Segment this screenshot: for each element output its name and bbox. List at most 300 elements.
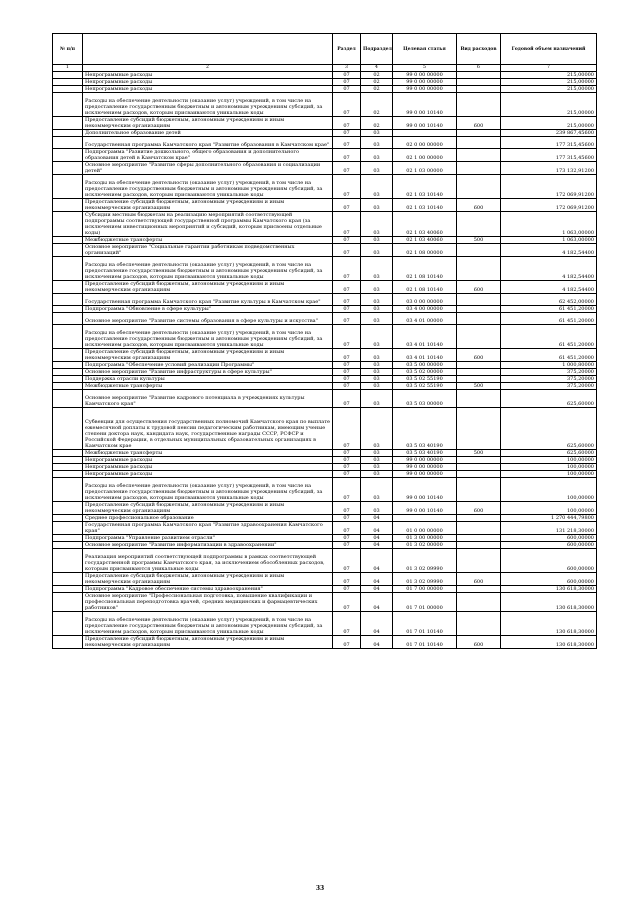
cell-subsection: 04 xyxy=(361,515,393,522)
table-row xyxy=(53,117,597,130)
cell-target-item: 01 3 02 09990 xyxy=(393,549,457,573)
cell-section: 07 xyxy=(333,593,361,612)
table-row xyxy=(53,362,597,369)
cell-expense-type: 500 xyxy=(457,383,501,390)
cell-subsection: 02 xyxy=(361,93,393,117)
cell-amount: 177 315,45600 xyxy=(501,137,597,149)
cell-expense-type: 600 xyxy=(457,281,501,294)
table-row xyxy=(53,199,597,212)
cell-amount: 4 182,54400 xyxy=(501,257,597,281)
cell-name: Расходы на обеспечение деятельности (оказание услуг) учреждений, в том числе на предоставление государственным бюджетным и автономным учреждениям субсидий, за исключением расходов, которым присваиваются уникальные коды xyxy=(83,93,333,117)
cell-section: 07 xyxy=(333,383,361,390)
cell-expense-type: 600 xyxy=(457,636,501,649)
cell-section: 07 xyxy=(333,257,361,281)
column-index: 5 xyxy=(393,65,457,72)
cell-section: 07 xyxy=(333,349,361,362)
cell-section: 07 xyxy=(333,542,361,549)
cell-target-item xyxy=(393,515,457,522)
cell-amount: 130 618,30000 xyxy=(501,593,597,612)
table-row xyxy=(53,212,597,237)
cell-subsection: 03 xyxy=(361,237,393,244)
cell-number xyxy=(53,586,83,593)
cell-name: Дополнительное образование детей xyxy=(83,130,333,137)
cell-name: Реализация мероприятий соответствующей подпрограммы в рамках соответствующей государственной программы Камчатского края, за исключением обособленных расходов, которым присваиваются уникальные коды xyxy=(83,549,333,573)
cell-subsection: 03 xyxy=(361,362,393,369)
cell-amount: 100,00000 xyxy=(501,471,597,478)
cell-amount: 625,60000 xyxy=(501,450,597,457)
cell-target-item xyxy=(393,130,457,137)
cell-target-item: 01 7 01 10140 xyxy=(393,636,457,649)
cell-subsection: 03 xyxy=(361,471,393,478)
header-name xyxy=(83,34,333,65)
table-row xyxy=(53,408,597,450)
cell-number xyxy=(53,522,83,535)
cell-target-item: 02 1 08 10140 xyxy=(393,281,457,294)
cell-expense-type xyxy=(457,535,501,542)
cell-number xyxy=(53,93,83,117)
cell-amount: 215,00000 xyxy=(501,86,597,93)
cell-name: Подпрограмма "Развитие дошкольного, общего образования и дополнительного образования детей в Камчатском крае" xyxy=(83,149,333,162)
cell-subsection: 03 xyxy=(361,390,393,408)
table-row xyxy=(53,502,597,515)
cell-expense-type xyxy=(457,86,501,93)
cell-name: Субсидии местным бюджетам на реализацию мероприятий соответствующей подпрограммы соответствующей государственной программы Камчатского края (за исключением инвестиционных мероприятий и субсидий, которым присвоены отдельные коды) xyxy=(83,212,333,237)
cell-section: 07 xyxy=(333,199,361,212)
cell-number xyxy=(53,257,83,281)
cell-amount: 172 069,91200 xyxy=(501,199,597,212)
cell-name: Подпрограмма "Обеспечение условий реализации Программы" xyxy=(83,362,333,369)
cell-expense-type xyxy=(457,362,501,369)
table-row xyxy=(53,257,597,281)
table-row xyxy=(53,149,597,162)
cell-number xyxy=(53,408,83,450)
cell-amount: 4 182,54400 xyxy=(501,244,597,257)
cell-number xyxy=(53,369,83,376)
table-row xyxy=(53,130,597,137)
cell-name: Расходы на обеспечение деятельности (оказание услуг) учреждений, в том числе на предоставление государственным бюджетным и автономным учреждениям субсидий, за исключением расходов, которым присваиваются уникальные коды xyxy=(83,325,333,349)
cell-target-item: 02 1 00 00000 xyxy=(393,149,457,162)
cell-number xyxy=(53,349,83,362)
cell-subsection: 04 xyxy=(361,636,393,649)
cell-number xyxy=(53,244,83,257)
cell-target-item: 99 0 00 00000 xyxy=(393,457,457,464)
cell-number xyxy=(53,362,83,369)
cell-section: 07 xyxy=(333,522,361,535)
cell-amount: 215,00000 xyxy=(501,93,597,117)
cell-expense-type: 600 xyxy=(457,349,501,362)
cell-amount: 61 451,20000 xyxy=(501,306,597,313)
cell-subsection: 03 xyxy=(361,376,393,383)
cell-target-item: 99 0 00 10140 xyxy=(393,478,457,502)
table-row xyxy=(53,464,597,471)
cell-amount: 375,20000 xyxy=(501,376,597,383)
cell-name: Непрограммные расходы xyxy=(83,86,333,93)
cell-expense-type xyxy=(457,79,501,86)
cell-number xyxy=(53,79,83,86)
table-row xyxy=(53,376,597,383)
cell-subsection: 02 xyxy=(361,117,393,130)
cell-section: 07 xyxy=(333,573,361,586)
cell-name: Основное мероприятие "Развитие системы образования в сфере культуры и искусства" xyxy=(83,313,333,325)
cell-amount: 130 618,30000 xyxy=(501,586,597,593)
cell-target-item: 02 1 03 00000 xyxy=(393,162,457,175)
cell-section: 07 xyxy=(333,535,361,542)
table-row xyxy=(53,478,597,502)
table-row xyxy=(53,137,597,149)
table-row xyxy=(53,515,597,522)
cell-subsection: 03 xyxy=(361,137,393,149)
cell-expense-type xyxy=(457,93,501,117)
table-row xyxy=(53,244,597,257)
cell-target-item: 03 5 03 40190 xyxy=(393,408,457,450)
cell-expense-type xyxy=(457,593,501,612)
cell-expense-type: 600 xyxy=(457,502,501,515)
cell-name: Межбюджетные трансферты xyxy=(83,450,333,457)
cell-target-item: 02 1 08 10140 xyxy=(393,257,457,281)
header-expense-type: Вид расходов xyxy=(457,34,501,65)
cell-number xyxy=(53,313,83,325)
cell-amount: 131 218,30000 xyxy=(501,522,597,535)
cell-number xyxy=(53,306,83,313)
table-row xyxy=(53,162,597,175)
cell-amount: 600,00000 xyxy=(501,549,597,573)
cell-name: Основное мероприятие "Развитие информатизации в здравоохранении" xyxy=(83,542,333,549)
table-row xyxy=(53,383,597,390)
cell-amount: 625,60000 xyxy=(501,408,597,450)
cell-subsection: 03 xyxy=(361,502,393,515)
cell-subsection: 03 xyxy=(361,369,393,376)
column-index: 2 xyxy=(83,65,333,72)
cell-subsection: 03 xyxy=(361,294,393,306)
header-subsection: Подраздел xyxy=(361,34,393,65)
cell-section: 07 xyxy=(333,237,361,244)
cell-expense-type: 500 xyxy=(457,450,501,457)
cell-number xyxy=(53,515,83,522)
cell-section: 07 xyxy=(333,79,361,86)
cell-target-item: 03 5 00 00000 xyxy=(393,362,457,369)
cell-section: 07 xyxy=(333,117,361,130)
cell-amount: 61 451,20000 xyxy=(501,325,597,349)
cell-subsection: 03 xyxy=(361,162,393,175)
cell-expense-type xyxy=(457,244,501,257)
table-row xyxy=(53,450,597,457)
table-row xyxy=(53,390,597,408)
cell-number xyxy=(53,376,83,383)
cell-section: 07 xyxy=(333,464,361,471)
cell-target-item: 03 4 01 10140 xyxy=(393,325,457,349)
table-row xyxy=(53,86,597,93)
header-number: № п/п xyxy=(53,34,83,65)
cell-expense-type xyxy=(457,175,501,199)
table-row xyxy=(53,457,597,464)
cell-expense-type xyxy=(457,162,501,175)
cell-subsection: 02 xyxy=(361,72,393,79)
table-row xyxy=(53,72,597,79)
cell-number xyxy=(53,237,83,244)
cell-expense-type xyxy=(457,522,501,535)
cell-name: Непрограммные расходы xyxy=(83,72,333,79)
cell-expense-type xyxy=(457,542,501,549)
cell-amount: 100,00000 xyxy=(501,457,597,464)
cell-number xyxy=(53,137,83,149)
cell-subsection: 03 xyxy=(361,199,393,212)
cell-amount: 600,00000 xyxy=(501,573,597,586)
cell-section: 07 xyxy=(333,130,361,137)
cell-target-item: 03 4 01 00000 xyxy=(393,313,457,325)
cell-section: 07 xyxy=(333,515,361,522)
cell-expense-type xyxy=(457,464,501,471)
cell-number xyxy=(53,549,83,573)
cell-target-item: 03 5 02 00000 xyxy=(393,369,457,376)
cell-amount: 215,00000 xyxy=(501,72,597,79)
cell-amount: 130 618,30000 xyxy=(501,612,597,636)
cell-section: 07 xyxy=(333,175,361,199)
cell-expense-type xyxy=(457,549,501,573)
cell-subsection: 02 xyxy=(361,86,393,93)
cell-number xyxy=(53,450,83,457)
cell-section: 07 xyxy=(333,471,361,478)
table-row xyxy=(53,237,597,244)
cell-name: Предоставление субсидий бюджетным, автономным учреждениям и иным некоммерческим организациям xyxy=(83,636,333,649)
cell-amount: 4 182,54400 xyxy=(501,281,597,294)
cell-name: Предоставление субсидий бюджетным, автономным учреждениям и иным некоммерческим организациям xyxy=(83,117,333,130)
column-index: 4 xyxy=(361,65,393,72)
table-row xyxy=(53,93,597,117)
cell-amount: 177 315,45600 xyxy=(501,149,597,162)
cell-section: 07 xyxy=(333,72,361,79)
table-row xyxy=(53,175,597,199)
cell-name: Предоставление субсидий бюджетным, автономным учреждениям и иным некоммерческим организациям xyxy=(83,573,333,586)
cell-expense-type xyxy=(457,515,501,522)
cell-target-item: 02 1 03 10140 xyxy=(393,199,457,212)
cell-amount: 1 063,00000 xyxy=(501,212,597,237)
cell-amount: 600,00000 xyxy=(501,535,597,542)
cell-target-item: 99 0 00 00000 xyxy=(393,86,457,93)
cell-name: Расходы на обеспечение деятельности (оказание услуг) учреждений, в том числе на предоставление государственным бюджетным и автономным учреждениям субсидий, за исключением расходов, которым присваиваются уникальные коды xyxy=(83,612,333,636)
table-row xyxy=(53,535,597,542)
cell-expense-type xyxy=(457,130,501,137)
cell-subsection: 03 xyxy=(361,306,393,313)
cell-target-item: 02 1 03 40060 xyxy=(393,212,457,237)
cell-subsection: 04 xyxy=(361,593,393,612)
cell-section: 07 xyxy=(333,376,361,383)
cell-subsection: 04 xyxy=(361,612,393,636)
cell-name: Государственная программа Камчатского края "Развитие образования в Камчатском крае" xyxy=(83,137,333,149)
cell-section: 07 xyxy=(333,244,361,257)
cell-target-item: 99 0 00 10140 xyxy=(393,502,457,515)
cell-target-item: 99 0 00 00000 xyxy=(393,79,457,86)
cell-target-item: 01 3 02 00000 xyxy=(393,542,457,549)
column-index-row xyxy=(53,65,597,72)
cell-name: Основное мероприятие "Развитие сферы дополнительного образования и социализации детей" xyxy=(83,162,333,175)
cell-section: 07 xyxy=(333,212,361,237)
cell-number xyxy=(53,130,83,137)
cell-subsection: 02 xyxy=(361,79,393,86)
cell-amount: 600,00000 xyxy=(501,542,597,549)
cell-number xyxy=(53,612,83,636)
table-row xyxy=(53,612,597,636)
cell-amount: 100,00000 xyxy=(501,478,597,502)
cell-number xyxy=(53,464,83,471)
table-row xyxy=(53,349,597,362)
cell-subsection: 03 xyxy=(361,149,393,162)
cell-number xyxy=(53,383,83,390)
cell-target-item: 02 1 03 40060 xyxy=(393,237,457,244)
table-header-row xyxy=(53,34,597,65)
table-row xyxy=(53,586,597,593)
cell-number xyxy=(53,542,83,549)
cell-number xyxy=(53,72,83,79)
cell-number xyxy=(53,162,83,175)
cell-amount: 215,00000 xyxy=(501,79,597,86)
cell-expense-type xyxy=(457,306,501,313)
cell-target-item: 01 7 01 00000 xyxy=(393,593,457,612)
cell-name: Основное мероприятие "Социальные гарантии работникам подведомственных организаций" xyxy=(83,244,333,257)
cell-name: Межбюджетные трансферты xyxy=(83,383,333,390)
table-row xyxy=(53,325,597,349)
cell-target-item: 99 0 00 00000 xyxy=(393,464,457,471)
cell-target-item: 01 3 02 09990 xyxy=(393,573,457,586)
cell-number xyxy=(53,86,83,93)
cell-number xyxy=(53,325,83,349)
cell-name: Основное мероприятие "Профессиональная подготовка, повышение квалификации и профессиональная переподготовка врачей, средних медицинских и фармацевтических работников" xyxy=(83,593,333,612)
cell-amount: 375,20000 xyxy=(501,383,597,390)
cell-amount: 172 069,91200 xyxy=(501,175,597,199)
cell-number xyxy=(53,636,83,649)
cell-subsection: 03 xyxy=(361,130,393,137)
cell-number xyxy=(53,390,83,408)
cell-target-item: 01 0 00 00000 xyxy=(393,522,457,535)
cell-target-item: 01 3 00 00000 xyxy=(393,535,457,542)
cell-section: 07 xyxy=(333,149,361,162)
cell-name: Субвенции для осуществления государственных полномочий Камчатского края по выплате ежемесячной доплаты к трудовой пенсии педагогическим работникам, имеющим ученые степени доктора наук, кандидата наук, государственные награды СССР, РСФСР и Российской Федерации, в отдельных муниципальных образовательных организациях в Камчатском крае xyxy=(83,408,333,450)
cell-number xyxy=(53,149,83,162)
cell-subsection: 04 xyxy=(361,549,393,573)
cell-number xyxy=(53,199,83,212)
cell-expense-type xyxy=(457,137,501,149)
cell-subsection: 03 xyxy=(361,408,393,450)
cell-amount: 239 867,45600 xyxy=(501,130,597,137)
column-index: 1 xyxy=(53,65,83,72)
cell-subsection: 03 xyxy=(361,212,393,237)
column-index: 3 xyxy=(333,65,361,72)
cell-amount: 173 132,91200 xyxy=(501,162,597,175)
cell-section: 07 xyxy=(333,313,361,325)
cell-expense-type xyxy=(457,325,501,349)
cell-expense-type xyxy=(457,376,501,383)
cell-target-item: 99 0 00 00000 xyxy=(393,72,457,79)
cell-subsection: 04 xyxy=(361,573,393,586)
cell-section: 07 xyxy=(333,450,361,457)
budget-document-page xyxy=(52,33,596,649)
cell-number xyxy=(53,281,83,294)
cell-amount: 1 270 444,79800 xyxy=(501,515,597,522)
cell-expense-type: 600 xyxy=(457,573,501,586)
cell-name: Основное мероприятие "Развитие кадрового потенциала в учреждениях культуры Камчатского края" xyxy=(83,390,333,408)
cell-name: Среднее профессиональное образование xyxy=(83,515,333,522)
cell-amount: 1 063,00000 xyxy=(501,237,597,244)
header-target-item: Целевая статья xyxy=(393,34,457,65)
cell-target-item: 99 0 00 00000 xyxy=(393,471,457,478)
cell-number xyxy=(53,471,83,478)
cell-subsection: 03 xyxy=(361,313,393,325)
cell-target-item: 99 0 00 10140 xyxy=(393,117,457,130)
cell-target-item: 03 5 03 40190 xyxy=(393,450,457,457)
column-index: 7 xyxy=(501,65,597,72)
cell-subsection: 03 xyxy=(361,244,393,257)
cell-subsection: 04 xyxy=(361,542,393,549)
cell-number xyxy=(53,294,83,306)
cell-name: Непрограммные расходы xyxy=(83,471,333,478)
header-section: Раздел xyxy=(333,34,361,65)
table-row xyxy=(53,79,597,86)
cell-section: 07 xyxy=(333,306,361,313)
column-index: 6 xyxy=(457,65,501,72)
cell-target-item: 03 5 02 55190 xyxy=(393,376,457,383)
cell-section: 07 xyxy=(333,612,361,636)
cell-name: Непрограммные расходы xyxy=(83,457,333,464)
cell-name: Государственная программа Камчатского края "Развитие культуры в Камчатском крае" xyxy=(83,294,333,306)
cell-name: Расходы на обеспечение деятельности (оказание услуг) учреждений, в том числе на предоставление государственным бюджетным и автономным учреждениям субсидий, за исключением расходов, которым присваиваются уникальные коды xyxy=(83,478,333,502)
cell-name: Непрограммные расходы xyxy=(83,79,333,86)
cell-subsection: 03 xyxy=(361,464,393,471)
cell-target-item: 99 0 00 10140 xyxy=(393,93,457,117)
cell-target-item: 03 5 03 00000 xyxy=(393,390,457,408)
cell-name: Государственная программа Камчатского края "Развитие здравоохранения Камчатского края" xyxy=(83,522,333,535)
cell-expense-type xyxy=(457,471,501,478)
cell-target-item: 01 7 00 00000 xyxy=(393,586,457,593)
cell-subsection: 04 xyxy=(361,522,393,535)
cell-target-item: 03 4 00 00000 xyxy=(393,306,457,313)
cell-name: Предоставление субсидий бюджетным, автономным учреждениям и иным некоммерческим организациям xyxy=(83,199,333,212)
cell-number xyxy=(53,502,83,515)
cell-expense-type xyxy=(457,294,501,306)
cell-expense-type xyxy=(457,369,501,376)
cell-section: 07 xyxy=(333,390,361,408)
cell-amount: 61 451,20000 xyxy=(501,313,597,325)
cell-section: 07 xyxy=(333,325,361,349)
cell-amount: 62 452,00000 xyxy=(501,294,597,306)
cell-expense-type xyxy=(457,72,501,79)
cell-amount: 1 000,80000 xyxy=(501,362,597,369)
cell-expense-type xyxy=(457,457,501,464)
cell-target-item: 02 0 00 00000 xyxy=(393,137,457,149)
table-row xyxy=(53,636,597,649)
table-row xyxy=(53,542,597,549)
cell-subsection: 03 xyxy=(361,257,393,281)
cell-section: 07 xyxy=(333,294,361,306)
cell-expense-type: 600 xyxy=(457,117,501,130)
table-row xyxy=(53,573,597,586)
table-row xyxy=(53,522,597,535)
cell-section: 07 xyxy=(333,369,361,376)
cell-number xyxy=(53,535,83,542)
cell-name: Межбюджетные трансферты xyxy=(83,237,333,244)
cell-name: Предоставление субсидий бюджетным, автономным учреждениям и иным некоммерческим организациям xyxy=(83,502,333,515)
table-row xyxy=(53,471,597,478)
cell-section: 07 xyxy=(333,586,361,593)
cell-target-item: 01 7 01 10140 xyxy=(393,612,457,636)
cell-amount: 375,20000 xyxy=(501,369,597,376)
cell-expense-type xyxy=(457,257,501,281)
cell-subsection: 03 xyxy=(361,457,393,464)
table-row xyxy=(53,306,597,313)
cell-expense-type xyxy=(457,390,501,408)
cell-name: Поддержка отрасли культуры xyxy=(83,376,333,383)
cell-amount: 100,00000 xyxy=(501,502,597,515)
cell-section: 07 xyxy=(333,502,361,515)
cell-number xyxy=(53,457,83,464)
